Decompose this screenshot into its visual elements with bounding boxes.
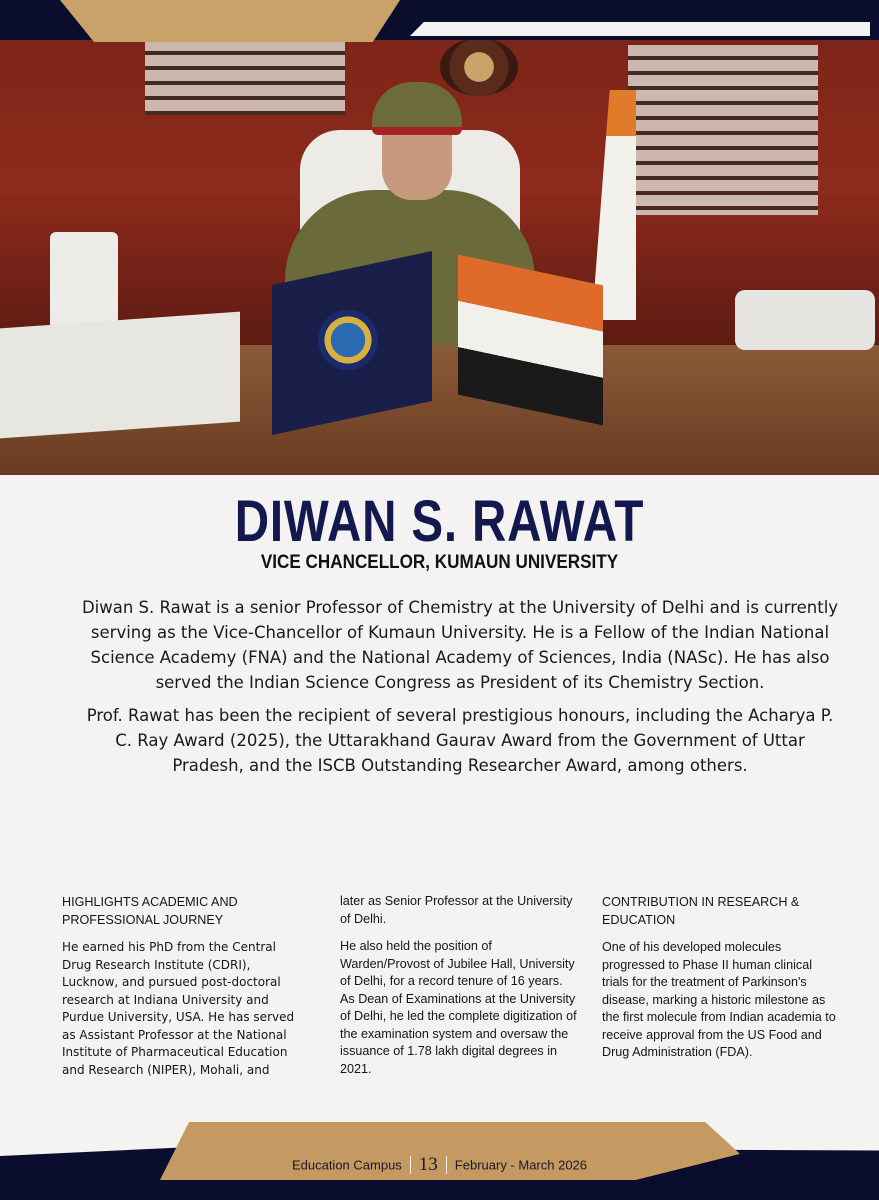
top-gold-ribbon [60, 0, 400, 42]
heater [50, 232, 118, 330]
column-text: One of his developed molecules progressed to Phase II human clinical trials for the treatment of Parkinson's disease, marking a historic milestone as the first molecule from Indian academia to receive approval from the US Food and Drug Administration (FDA). [602, 940, 836, 1059]
honours-board-right [628, 45, 818, 215]
desk-papers [0, 312, 240, 439]
intro-text [80, 595, 840, 786]
portrait-photo [0, 0, 879, 475]
column-1 [62, 893, 302, 1089]
intro-paragraph: Prof. Rawat has been the recipient of several prestigious honours, including the Acharya P. C. Ray Award (2025), the Uttarakhand Gaurav Award from the Government of Uttar Pradesh, and the ISCB Outstanding Researcher Award, among others. [86, 706, 834, 775]
desk-phone [735, 290, 875, 350]
wall-emblem [440, 38, 518, 96]
page-number: 13 [418, 1154, 438, 1175]
university-seal [318, 310, 378, 370]
footer [0, 1154, 879, 1176]
column-3 [602, 893, 842, 1072]
column-text: He earned his PhD from the Central Drug Research Institute (CDRI), Lucknow, and pursued post-doctoral research at Indiana University and Purdue University, USA. He has served as Assistant Professor at the National Institute of Pharmaceutical Education and Research (NIPER), Mohali, and [62, 940, 295, 1077]
column-heading: CONTRIBUTION IN RESEARCH & EDUCATION [602, 895, 800, 927]
page-title: DIWAN S. RAWAT [234, 489, 645, 554]
column-text: He also held the position of Warden/Provost of Jubilee Hall, University of Delhi, for a record tenure of 16 years. As Dean of Examinations at the University of Delhi, he led the complete digitization of the examination system and oversaw the issuance of 1.78 lakh digital degrees in 2021. [340, 939, 577, 1076]
honours-board-left [145, 40, 345, 115]
column-2 [340, 893, 580, 1088]
top-white-stripe [410, 22, 870, 36]
subtitle-role: VICE CHANCELLOR, KUMAUN UNIVERSITY [260, 552, 619, 573]
publication-name: Education Campus [291, 1157, 402, 1173]
person-cap [372, 82, 462, 135]
intro-paragraph: Diwan S. Rawat is a senior Professor of Chemistry at the University of Delhi and is currently serving as the Vice-Chancellor of Kumaun University. He is a Fellow of the Indian National Science Academy (FNA) and the National Academy of Sciences, India (NASc). He has also served the Indian Science Congress as President of its Chemistry Section. [81, 598, 839, 692]
divider [410, 1156, 411, 1174]
divider [446, 1156, 447, 1174]
issue-date: February - March 2026 [454, 1157, 588, 1173]
column-text: later as Senior Professor at the University of Delhi. [340, 894, 573, 926]
column-heading: HIGHLIGHTS ACADEMIC AND PROFESSIONAL JOURNEY [62, 895, 238, 927]
